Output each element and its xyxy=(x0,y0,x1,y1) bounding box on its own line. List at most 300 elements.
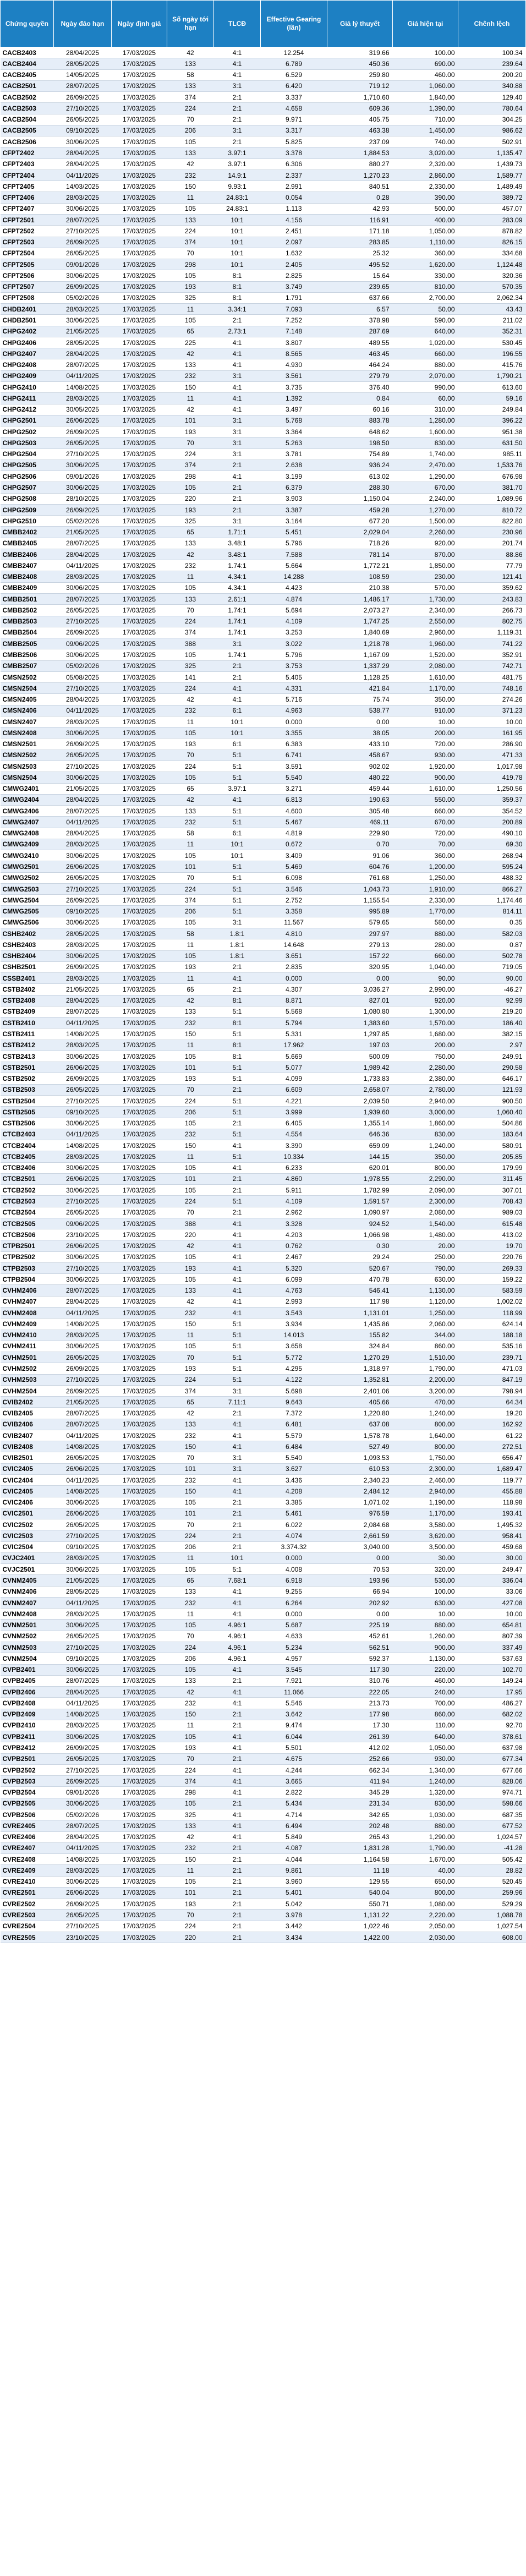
warrant-code-cell: CVHM2408 xyxy=(1,1308,54,1319)
table-cell: 28/03/2025 xyxy=(54,571,112,582)
warrant-code-cell: CVHM2502 xyxy=(1,1363,54,1374)
table-cell: 21/05/2025 xyxy=(54,527,112,538)
table-cell: 2,700.00 xyxy=(393,292,458,303)
warrant-code-cell: CVNM2406 xyxy=(1,1586,54,1597)
table-cell: 676.98 xyxy=(458,471,526,482)
warrant-code-cell: CVPB2505 xyxy=(1,1798,54,1809)
table-cell: 200.20 xyxy=(458,69,526,80)
table-cell: 249.47 xyxy=(458,1564,526,1575)
table-cell: 17/03/2025 xyxy=(112,1319,167,1330)
table-row xyxy=(1,270,526,281)
table-cell: 17/03/2025 xyxy=(112,1541,167,1552)
table-cell: 28/07/2025 xyxy=(54,538,112,549)
table-cell: 243.83 xyxy=(458,594,526,605)
table-cell: 70 xyxy=(167,114,214,125)
table-cell: 320.95 xyxy=(327,961,393,972)
table-cell: 344.00 xyxy=(393,1330,458,1341)
table-cell: 5:1 xyxy=(214,1029,261,1040)
table-cell: 61.22 xyxy=(458,1430,526,1441)
table-cell: 800.00 xyxy=(393,1419,458,1430)
table-cell: 28/07/2025 xyxy=(54,1006,112,1017)
table-cell: 28/05/2025 xyxy=(54,58,112,69)
table-cell: 27/10/2025 xyxy=(54,1095,112,1106)
table-cell: 17/03/2025 xyxy=(112,850,167,861)
table-cell: 3.337 xyxy=(261,92,327,103)
table-cell: 70 xyxy=(167,1519,214,1530)
table-cell: 30/06/2025 xyxy=(54,315,112,326)
table-cell: 5:1 xyxy=(214,1095,261,1106)
table-cell: 609.36 xyxy=(327,103,393,114)
warrant-code-cell: CSSB2401 xyxy=(1,973,54,984)
table-cell: 30/06/2025 xyxy=(54,136,112,147)
table-cell: 105 xyxy=(167,1497,214,1508)
table-cell: 4.957 xyxy=(261,1653,327,1664)
warrant-code-cell: CMSN2406 xyxy=(1,705,54,716)
warrant-code-cell: CVRE2505 xyxy=(1,1932,54,1943)
table-cell: 3.960 xyxy=(261,1876,327,1887)
warrant-code-cell: CVHM2406 xyxy=(1,1285,54,1296)
table-cell: 4.633 xyxy=(261,1631,327,1642)
table-cell: 23/10/2025 xyxy=(54,1229,112,1240)
table-cell: 17/03/2025 xyxy=(112,1352,167,1363)
table-cell: 219.20 xyxy=(458,1006,526,1017)
table-cell: 27/10/2025 xyxy=(54,449,112,460)
table-cell: 2,300.00 xyxy=(393,1463,458,1474)
table-cell: 1,071.02 xyxy=(327,1497,393,1508)
table-cell: 2,780.00 xyxy=(393,1084,458,1095)
table-cell: 171.18 xyxy=(327,226,393,237)
table-cell: 33.06 xyxy=(458,1586,526,1597)
table-row xyxy=(1,1742,526,1753)
warrant-code-cell: CVIB2407 xyxy=(1,1430,54,1441)
warrant-code-cell: CMWG2503 xyxy=(1,883,54,894)
table-cell: 546.41 xyxy=(327,1285,393,1296)
table-cell: 4.34:1 xyxy=(214,571,261,582)
table-cell: 17/03/2025 xyxy=(112,1742,167,1753)
table-cell: 3.164 xyxy=(261,516,327,527)
table-cell: 648.62 xyxy=(327,426,393,437)
table-cell: 4.008 xyxy=(261,1564,327,1575)
table-row xyxy=(1,1118,526,1129)
table-cell: 21/05/2025 xyxy=(54,1575,112,1586)
table-cell: 359.62 xyxy=(458,582,526,593)
warrant-code-cell: CMWG2506 xyxy=(1,917,54,928)
table-cell: 847.19 xyxy=(458,1374,526,1385)
table-cell: 1,135.47 xyxy=(458,147,526,158)
table-cell: 30/06/2025 xyxy=(54,1731,112,1742)
table-cell: 2,960.00 xyxy=(393,627,458,638)
table-cell: 527.49 xyxy=(327,1441,393,1452)
table-row xyxy=(1,1363,526,1374)
table-row xyxy=(1,817,526,828)
table-cell: 1,884.53 xyxy=(327,147,393,158)
table-cell: 64.34 xyxy=(458,1397,526,1408)
table-cell: 17/03/2025 xyxy=(112,248,167,259)
table-row xyxy=(1,1029,526,1040)
table-cell: 26/05/2025 xyxy=(54,437,112,449)
table-cell: 4:1 xyxy=(214,1262,261,1273)
table-cell: 0.84 xyxy=(327,393,393,404)
table-row xyxy=(1,158,526,169)
warrant-code-cell: CVNM2504 xyxy=(1,1653,54,1664)
table-cell: 17/03/2025 xyxy=(112,828,167,839)
table-cell: 2.451 xyxy=(261,226,327,237)
table-cell: 489.55 xyxy=(327,337,393,348)
table-cell: 101 xyxy=(167,1463,214,1474)
table-cell: 70 xyxy=(167,1631,214,1642)
table-cell: 6.383 xyxy=(261,739,327,750)
table-cell: 7.372 xyxy=(261,1408,327,1419)
table-cell: 1,510.00 xyxy=(393,1352,458,1363)
table-cell: 4.244 xyxy=(261,1764,327,1775)
table-row xyxy=(1,1296,526,1307)
table-cell: 14/08/2025 xyxy=(54,1029,112,1040)
warrant-code-cell: CACB2505 xyxy=(1,125,54,136)
table-cell: 3.651 xyxy=(261,950,327,961)
table-row xyxy=(1,1196,526,1207)
table-cell: 232 xyxy=(167,1018,214,1029)
table-cell: 202.92 xyxy=(327,1597,393,1608)
table-cell: 105 xyxy=(167,1341,214,1352)
table-cell: 1,750.00 xyxy=(393,1452,458,1463)
table-cell: 1,060.00 xyxy=(393,80,458,91)
table-cell: 650.00 xyxy=(393,1876,458,1887)
table-cell: 3:1 xyxy=(214,370,261,381)
table-cell: 17/03/2025 xyxy=(112,1073,167,1084)
warrant-code-cell: CVNM2501 xyxy=(1,1620,54,1631)
table-cell: 3.642 xyxy=(261,1709,327,1720)
table-cell: 30/06/2025 xyxy=(54,1162,112,1173)
table-cell: 1.74:1 xyxy=(214,616,261,627)
table-cell: 159.22 xyxy=(458,1274,526,1285)
table-cell: 1.791 xyxy=(261,292,327,303)
table-cell: 1,782.99 xyxy=(327,1185,393,1196)
table-cell: 5:1 xyxy=(214,883,261,894)
table-cell: 30/06/2025 xyxy=(54,649,112,660)
table-cell: 27/10/2025 xyxy=(54,1262,112,1273)
table-cell: 5:1 xyxy=(214,1363,261,1374)
table-cell: 1,730.00 xyxy=(393,594,458,605)
table-cell: 4:1 xyxy=(214,381,261,392)
table-cell: 1,640.00 xyxy=(393,1430,458,1441)
table-cell: 986.62 xyxy=(458,125,526,136)
table-cell: 4:1 xyxy=(214,1296,261,1307)
table-row xyxy=(1,426,526,437)
table-row xyxy=(1,939,526,950)
table-cell: 374 xyxy=(167,92,214,103)
table-row xyxy=(1,1006,526,1017)
warrant-code-cell: CMBB2507 xyxy=(1,660,54,671)
table-cell: 75.74 xyxy=(327,694,393,705)
warrant-code-cell: CVHM2504 xyxy=(1,1385,54,1396)
table-cell: 11 xyxy=(167,192,214,203)
table-cell: 100.00 xyxy=(393,1586,458,1597)
table-cell: 17/03/2025 xyxy=(112,1921,167,1932)
table-cell: 2,073.27 xyxy=(327,605,393,616)
table-row xyxy=(1,482,526,493)
table-cell: 452.61 xyxy=(327,1631,393,1642)
table-row xyxy=(1,961,526,972)
table-cell: 6.379 xyxy=(261,482,327,493)
table-cell: 2:1 xyxy=(214,1408,261,1419)
table-cell: 1,978.55 xyxy=(327,1173,393,1184)
table-cell: 3.561 xyxy=(261,370,327,381)
table-cell: 1,240.00 xyxy=(393,1776,458,1787)
table-cell: 902.02 xyxy=(327,761,393,772)
table-cell: 388 xyxy=(167,1218,214,1229)
table-cell: 283.09 xyxy=(458,214,526,225)
table-cell: 297.97 xyxy=(327,928,393,939)
table-cell: 1,435.86 xyxy=(327,1319,393,1330)
table-cell: 133 xyxy=(167,214,214,225)
table-cell: 26/05/2025 xyxy=(54,1910,112,1921)
table-cell: 0.000 xyxy=(261,716,327,727)
table-cell: 90.00 xyxy=(393,973,458,984)
table-cell: 5:1 xyxy=(214,895,261,906)
table-cell: 101 xyxy=(167,1887,214,1898)
table-row xyxy=(1,594,526,605)
table-cell: 150 xyxy=(167,1854,214,1865)
table-cell: 17/03/2025 xyxy=(112,1508,167,1519)
table-cell: 4.295 xyxy=(261,1363,327,1374)
table-row xyxy=(1,304,526,315)
table-cell: 150 xyxy=(167,1029,214,1040)
table-cell: 133 xyxy=(167,1586,214,1597)
table-cell: 17/03/2025 xyxy=(112,794,167,805)
table-row xyxy=(1,214,526,225)
table-cell: 537.63 xyxy=(458,1653,526,1664)
table-row xyxy=(1,1408,526,1419)
table-row xyxy=(1,739,526,750)
table-cell: 09/10/2025 xyxy=(54,906,112,917)
table-cell: 0.762 xyxy=(261,1240,327,1251)
table-cell: 360.00 xyxy=(393,850,458,861)
warrant-code-cell: CVNM2408 xyxy=(1,1609,54,1620)
table-cell: 17/03/2025 xyxy=(112,728,167,739)
table-cell: 40.00 xyxy=(393,1865,458,1876)
table-cell: 1,155.54 xyxy=(327,895,393,906)
warrant-code-cell: CVPB2504 xyxy=(1,1787,54,1798)
table-cell: 2,401.06 xyxy=(327,1385,393,1396)
table-cell: 42 xyxy=(167,1296,214,1307)
table-cell: 65 xyxy=(167,783,214,794)
table-row xyxy=(1,1040,526,1051)
table-cell: 42 xyxy=(167,1408,214,1419)
table-cell: 17/03/2025 xyxy=(112,883,167,894)
table-cell: 374 xyxy=(167,1385,214,1396)
table-cell: 17/03/2025 xyxy=(112,203,167,214)
table-row xyxy=(1,973,526,984)
warrant-code-cell: CHPG2411 xyxy=(1,393,54,404)
table-cell: 14.013 xyxy=(261,1330,327,1341)
warrant-code-cell: CHPG2510 xyxy=(1,516,54,527)
table-cell: 2.467 xyxy=(261,1251,327,1262)
warrant-code-cell: CMBB2409 xyxy=(1,582,54,593)
table-row xyxy=(1,1051,526,1062)
table-cell: 30/06/2025 xyxy=(54,482,112,493)
table-cell: 4.074 xyxy=(261,1530,327,1541)
table-cell: 1,740.00 xyxy=(393,449,458,460)
table-cell: 17/03/2025 xyxy=(112,671,167,682)
table-cell: 1,589.77 xyxy=(458,169,526,181)
warrant-code-cell: CSTB2504 xyxy=(1,1095,54,1106)
table-cell: 26/05/2025 xyxy=(54,114,112,125)
table-cell: 630.00 xyxy=(393,1274,458,1285)
table-cell: 11 xyxy=(167,939,214,950)
table-row xyxy=(1,627,526,638)
table-cell: 193.41 xyxy=(458,1508,526,1519)
table-cell: 232 xyxy=(167,1129,214,1140)
table-cell: 1,130.00 xyxy=(393,1285,458,1296)
table-cell: 133 xyxy=(167,147,214,158)
table-cell: 17/03/2025 xyxy=(112,1095,167,1106)
warrant-code-cell: CVHM2407 xyxy=(1,1296,54,1307)
table-cell: 14.648 xyxy=(261,939,327,950)
table-cell: 09/10/2025 xyxy=(54,1653,112,1664)
table-cell: 162.92 xyxy=(458,1419,526,1430)
table-cell: 5:1 xyxy=(214,861,261,872)
table-cell: 268.94 xyxy=(458,850,526,861)
table-cell: 5.849 xyxy=(261,1831,327,1842)
table-cell: 4.34:1 xyxy=(214,582,261,593)
table-cell: 374 xyxy=(167,895,214,906)
table-cell: 3.328 xyxy=(261,1218,327,1229)
table-cell: 200.00 xyxy=(393,728,458,739)
table-cell: 550.00 xyxy=(393,794,458,805)
table-cell: 400.00 xyxy=(393,214,458,225)
table-row xyxy=(1,616,526,627)
table-cell: 5.320 xyxy=(261,1262,327,1273)
table-row xyxy=(1,1820,526,1831)
table-cell: 193.96 xyxy=(327,1575,393,1586)
table-cell: 457.07 xyxy=(458,203,526,214)
table-cell: 11 xyxy=(167,839,214,850)
table-row xyxy=(1,471,526,482)
table-cell: 640.00 xyxy=(393,326,458,337)
table-cell: 121.93 xyxy=(458,1084,526,1095)
table-row xyxy=(1,728,526,739)
table-cell: 2.822 xyxy=(261,1787,327,1798)
warrant-code-cell: CMBB2505 xyxy=(1,638,54,649)
table-row xyxy=(1,1107,526,1118)
table-cell: 9.971 xyxy=(261,114,327,125)
table-cell: 5.077 xyxy=(261,1062,327,1073)
table-cell: 50.00 xyxy=(393,304,458,315)
table-cell: 28/07/2025 xyxy=(54,806,112,817)
table-cell: 5:1 xyxy=(214,817,261,828)
table-cell: 14/05/2025 xyxy=(54,69,112,80)
table-cell: 17/03/2025 xyxy=(112,1062,167,1073)
table-cell: 179.99 xyxy=(458,1162,526,1173)
table-cell: 900.50 xyxy=(458,1095,526,1106)
table-cell: 708.43 xyxy=(458,1196,526,1207)
warrant-code-cell: CVRE2504 xyxy=(1,1921,54,1932)
table-row xyxy=(1,58,526,69)
table-cell: 352.31 xyxy=(458,326,526,337)
table-cell: 220 xyxy=(167,1229,214,1240)
warrant-code-cell: CMSN2407 xyxy=(1,716,54,727)
table-row xyxy=(1,147,526,158)
table-row xyxy=(1,883,526,894)
table-row xyxy=(1,1698,526,1709)
table-cell: 677.20 xyxy=(327,516,393,527)
table-cell: 4.600 xyxy=(261,806,327,817)
table-cell: 70 xyxy=(167,605,214,616)
table-cell: 105 xyxy=(167,136,214,147)
table-cell: 4.96:1 xyxy=(214,1642,261,1653)
table-cell: 4:1 xyxy=(214,1218,261,1229)
warrant-code-cell: CTCB2502 xyxy=(1,1185,54,1196)
table-cell: 1,770.00 xyxy=(393,906,458,917)
table-cell: 4:1 xyxy=(214,1776,261,1787)
table-cell: 471.03 xyxy=(458,1363,526,1374)
table-cell: 17/03/2025 xyxy=(112,961,167,972)
table-cell: 17/03/2025 xyxy=(112,582,167,593)
table-cell: 193 xyxy=(167,1742,214,1753)
warrant-code-cell: CVNM2503 xyxy=(1,1642,54,1653)
table-cell: 100.00 xyxy=(393,47,458,58)
table-row xyxy=(1,538,526,549)
table-cell: 230.00 xyxy=(393,571,458,582)
table-cell: 17/03/2025 xyxy=(112,1262,167,1273)
table-cell: 17/03/2025 xyxy=(112,1675,167,1686)
table-row xyxy=(1,404,526,415)
table-cell: 110.00 xyxy=(393,1720,458,1731)
table-cell: 17/03/2025 xyxy=(112,1330,167,1341)
table-cell: 305.48 xyxy=(327,806,393,817)
table-cell: 30/05/2025 xyxy=(54,404,112,415)
table-cell: 58 xyxy=(167,828,214,839)
table-cell: 481.75 xyxy=(458,671,526,682)
table-row xyxy=(1,1397,526,1408)
table-cell: 17/03/2025 xyxy=(112,1441,167,1452)
table-cell: 26/05/2025 xyxy=(54,1631,112,1642)
table-cell: 17/03/2025 xyxy=(112,1653,167,1664)
warrant-code-cell: CVPB2410 xyxy=(1,1720,54,1731)
warrant-code-cell: CACB2506 xyxy=(1,136,54,147)
table-cell: 10:1 xyxy=(214,259,261,270)
table-cell: 14/08/2025 xyxy=(54,1319,112,1330)
table-row xyxy=(1,1642,526,1653)
table-cell: 26/05/2025 xyxy=(54,248,112,259)
table-cell: 2,080.00 xyxy=(393,1207,458,1218)
table-cell: 3:1 xyxy=(214,125,261,136)
table-cell: 27/10/2025 xyxy=(54,103,112,114)
table-cell: 304.25 xyxy=(458,114,526,125)
table-cell: 378.61 xyxy=(458,1731,526,1742)
table-cell: 1,533.76 xyxy=(458,460,526,471)
table-cell: 17/03/2025 xyxy=(112,1419,167,1430)
table-cell: 117.98 xyxy=(327,1296,393,1307)
table-cell: 28/07/2025 xyxy=(54,1408,112,1419)
table-cell: 3.358 xyxy=(261,906,327,917)
table-cell: 144.15 xyxy=(327,1151,393,1162)
table-cell: 17/03/2025 xyxy=(112,1764,167,1775)
table-cell: 1.392 xyxy=(261,393,327,404)
table-cell: 133 xyxy=(167,1419,214,1430)
table-cell: 3.545 xyxy=(261,1664,327,1675)
table-cell: 2:1 xyxy=(214,114,261,125)
table-row xyxy=(1,1597,526,1608)
table-cell: 193 xyxy=(167,1899,214,1910)
table-cell: 4:1 xyxy=(214,1240,261,1251)
table-cell: 2,860.00 xyxy=(393,169,458,181)
table-cell: 09/01/2026 xyxy=(54,1787,112,1798)
table-cell: 1,790.00 xyxy=(393,1842,458,1853)
table-cell: 529.29 xyxy=(458,1899,526,1910)
table-cell: 2:1 xyxy=(214,493,261,504)
table-row xyxy=(1,1921,526,1932)
